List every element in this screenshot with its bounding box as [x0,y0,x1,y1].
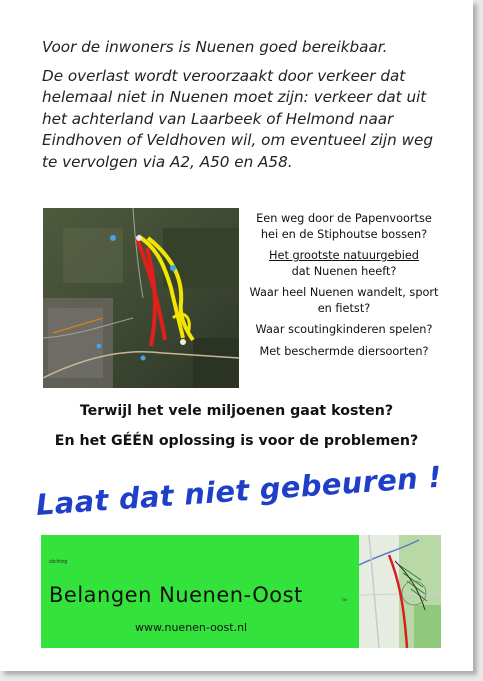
statement-oplossing: En het GÉÉN oplossing is voor de problemen? [54,433,419,449]
organization-name: Belangen Nuenen-Oost [49,583,303,607]
intro-paragraph-2: De overlast wordt veroorzaakt door verkeer dat helemaal niet in Nuenen moet zijn: verkeer dat uit het achterland van Laarbeek of Helmond naar Eindhoven of Veldhoven wil, om eventueel zijn weg te vervolgen via A2, A50 en A58. [42,66,433,171]
question-natuurgebied-underlined: Het grootste natuurgebied [269,249,419,262]
question-scouting: Waar scoutingkinderen spelen? [255,323,433,336]
aerial-map-image [43,208,239,388]
question-list [248,211,440,365]
question-papenvoortse: Een weg door de Papenvoortse hei en de Stiphoutse bossen? [256,212,432,241]
intro-paragraph-1: Voor de inwoners is Nuenen goed bereikbaar. [42,38,388,56]
banner-small-label: stichting [49,559,68,565]
trademark-mark: TM [341,597,347,602]
website-url: www.nuenen-oost.nl [135,621,248,634]
banner-map-image [359,535,441,648]
question-natuurgebied-rest: dat Nuenen heeft? [291,264,397,278]
question-diersoorten: Met beschermde diersoorten? [259,344,429,358]
question-natuurgebied [248,248,440,279]
intro-text [42,37,452,180]
question-wandelt: Waar heel Nuenen wandelt, sport en fietst? [249,286,439,315]
organization-banner [41,535,441,648]
statement-kosten: Terwijl het vele miljoenen gaat kosten? [79,403,394,419]
slogan-heading: Laat dat niet gebeuren ! [34,459,443,522]
